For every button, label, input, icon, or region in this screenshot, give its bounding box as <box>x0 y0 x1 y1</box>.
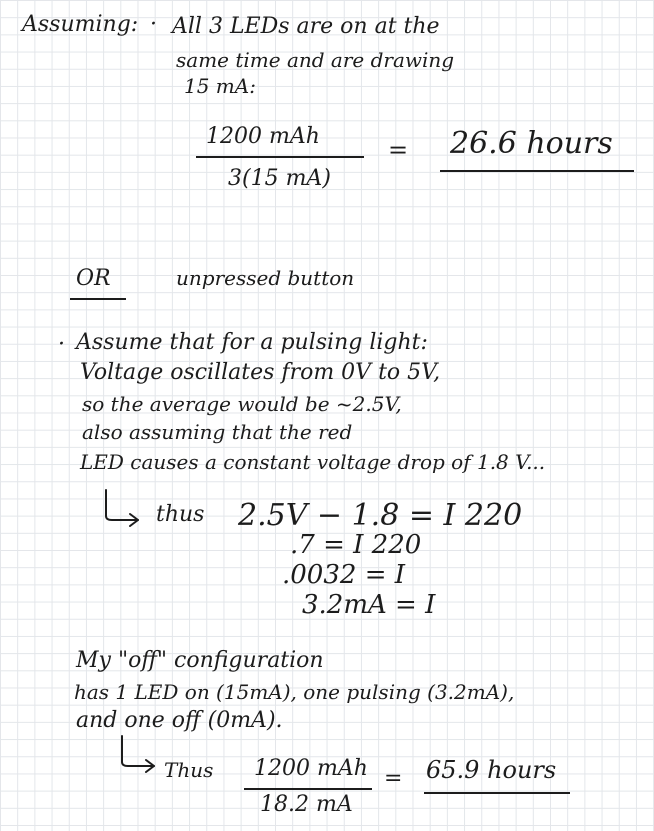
calc2-equals: = <box>384 766 403 791</box>
assumption2-line5: LED causes a constant voltage drop of 1.8 V... <box>80 450 546 474</box>
calc1-equals: = <box>388 136 409 164</box>
unpressed-button-text: unpressed button <box>176 266 355 290</box>
calc1-fraction-bar <box>196 156 364 158</box>
calc2-fraction-bar <box>244 788 372 790</box>
derivation-eq1: 2.5V − 1.8 = I 220 <box>238 498 523 533</box>
assumption1-line1: All 3 LEDs are on at the <box>172 14 440 39</box>
calc1-result: 26.6 hours <box>450 126 613 161</box>
calc2-thus: Thus <box>164 758 214 782</box>
hooked-arrow-icon <box>100 488 144 528</box>
or-label: OR <box>76 266 111 291</box>
hooked-arrow-icon <box>116 734 160 774</box>
derivation-eq3: .0032 = I <box>282 560 406 590</box>
or-underline <box>70 298 126 300</box>
assumption2-line2: Voltage oscillates from 0V to 5V, <box>80 360 441 385</box>
config-line2: has 1 LED on (15mA), one pulsing (3.2mA), <box>74 680 515 704</box>
derivation-eq2: .7 = I 220 <box>290 530 422 560</box>
assumption2-line1: Assume that for a pulsing light: <box>76 330 428 355</box>
calc2-result: 65.9 hours <box>426 756 557 784</box>
calc1-numerator: 1200 mAh <box>206 124 320 149</box>
bullet: · <box>58 332 65 357</box>
config-line1: My "off" configuration <box>76 648 324 673</box>
calc1-result-underline <box>440 170 634 172</box>
calc2-numerator: 1200 mAh <box>254 756 368 781</box>
assumption2-line4: also assuming that the red <box>82 420 353 444</box>
calc2-denominator: 18.2 mA <box>260 792 353 817</box>
calc2-result-underline <box>424 792 570 794</box>
calc1-denominator: 3(15 mA) <box>228 166 331 191</box>
bullet: · <box>150 12 157 37</box>
config-line3: and one off (0mA). <box>76 708 283 733</box>
assumption2-line3: so the average would be ~2.5V, <box>82 392 402 416</box>
assuming-label: Assuming: <box>22 12 139 37</box>
assumption1-line2: same time and are drawing <box>176 48 455 72</box>
derivation-thus: thus <box>156 502 205 527</box>
derivation-eq4: 3.2mA = I <box>302 590 436 620</box>
assumption1-line3: 15 mA: <box>184 74 256 98</box>
